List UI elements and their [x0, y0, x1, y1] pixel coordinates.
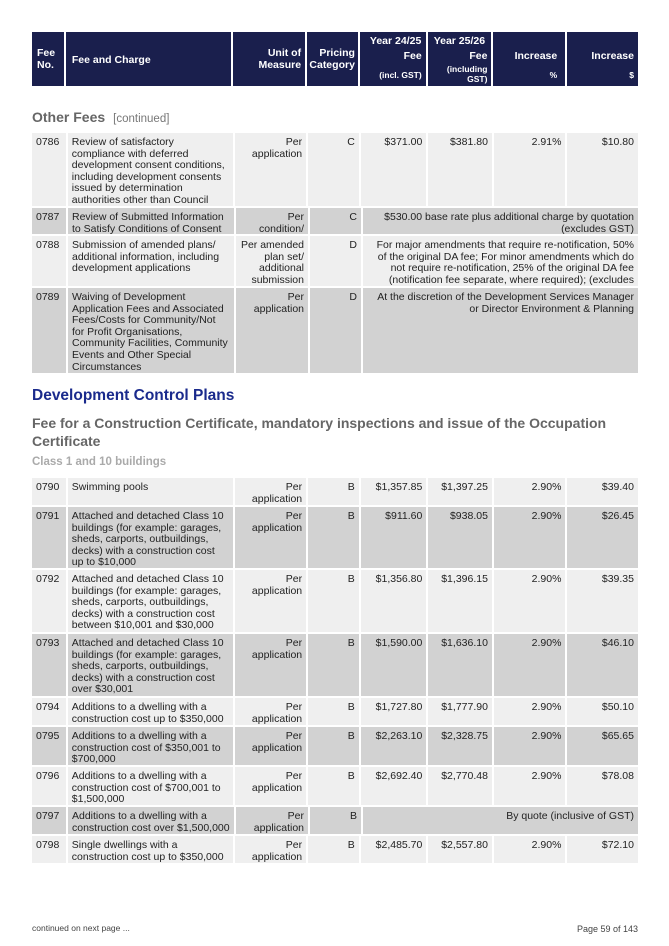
section-title-dcp: Development Control Plans [32, 387, 235, 404]
increase-amt: $39.40 [567, 478, 638, 505]
other-fees-title: Other Fees [32, 109, 106, 125]
increase-pct: 2.91% [494, 133, 566, 206]
fee-year1: $911.60 [361, 507, 427, 568]
unit-of-measure: Per amended plan set/ additional submission [236, 236, 308, 286]
unit-of-measure: Per application [235, 133, 307, 206]
fee-year2: $1,777.90 [428, 698, 492, 725]
fee-name: Additions to a dwelling with a construction cost of $700,001 to $1,500,000 [68, 767, 233, 805]
fee-year2: $938.05 [428, 507, 492, 568]
table-row [32, 807, 638, 834]
fee-name: Additions to a dwelling with a construction cost of $350,001 to $700,000 [68, 727, 233, 765]
unit-of-measure: Per application [235, 767, 307, 805]
unit-of-measure: Per application [235, 570, 307, 632]
pricing-category: C [308, 133, 359, 206]
table-row [32, 767, 638, 805]
fee-no: 0791 [32, 507, 66, 568]
fee-no: 0790 [32, 478, 66, 505]
header-increase-pct-unit: % [549, 70, 558, 80]
table-row [32, 570, 638, 632]
header-year1 [360, 32, 426, 86]
pricing-category: B [308, 478, 359, 505]
unit-of-measure: Per application [235, 507, 307, 568]
fee-name: Attached and detached Class 10 buildings (for example: garages, sheds, carports, outbuildings, decks) with a construction cost up to $10,000 [68, 507, 233, 568]
continued-note: continued on next page ... [32, 923, 130, 933]
header-increase-amt [567, 32, 638, 86]
page-number: Page 59 of 143 [576, 924, 638, 934]
section-subtitle-class1: Class 1 and 10 buildings [32, 456, 167, 468]
increase-pct: 2.90% [494, 634, 566, 696]
increase-pct: 2.90% [494, 507, 566, 568]
unit-of-measure: Per application [235, 478, 307, 505]
fee-description: By quote (inclusive of GST) [363, 807, 638, 834]
increase-pct: 2.90% [494, 836, 566, 863]
pricing-category: B [308, 727, 359, 765]
pricing-category: B [308, 767, 359, 805]
table-row [32, 208, 638, 234]
unit-of-measure: Per condition/ [236, 208, 308, 234]
header-year1-top: Year 24/25 [369, 35, 422, 47]
increase-pct: 2.90% [494, 767, 566, 805]
fee-year1: $1,357.85 [361, 478, 427, 505]
fee-description: For major amendments that require re-notification, 50% of the original DA fee; For minor amendments which do not require re-notification, 25% of the original DA fee (notification fee separate, where required); (excludes [363, 236, 638, 286]
pricing-category: D [310, 236, 361, 286]
fee-year2: $2,557.80 [428, 836, 492, 863]
pricing-category: D [310, 288, 361, 373]
fee-no: 0796 [32, 767, 66, 805]
header-unit-label: Unit of Measure [258, 47, 302, 71]
table-row [32, 634, 638, 696]
table-header [32, 32, 638, 86]
fee-name: Submission of amended plans/ additional information, including development applications [68, 236, 234, 286]
increase-amt: $39.35 [567, 570, 638, 632]
header-increase-amt-label: Increase [591, 50, 634, 62]
increase-amt: $10.80 [567, 133, 638, 206]
pricing-category: B [308, 570, 359, 632]
fee-no: 0786 [32, 133, 66, 206]
fee-name: Single dwellings with a construction cost up to $350,000 [68, 836, 233, 863]
header-year2 [428, 32, 492, 86]
increase-pct: 2.90% [494, 698, 566, 725]
header-fee-charge-label: Fee and Charge [71, 54, 151, 66]
fee-name: Review of Submitted Information to Satisfy Conditions of Consent [68, 208, 234, 234]
table-row [32, 288, 638, 373]
header-pricing-label: Pricing Category [309, 47, 355, 71]
increase-pct: 2.90% [494, 478, 566, 505]
fee-name: Attached and detached Class 10 buildings (for example: garages, sheds, carports, outbuildings, decks) with a construction cost over $30,001 [68, 634, 233, 696]
table-row [32, 133, 638, 206]
header-year1-sub: (incl. GST) [379, 70, 422, 80]
header-year2-top: Year 25/26 [433, 35, 486, 47]
fee-description: At the discretion of the Development Services Manager or Director Environment & Planning [363, 288, 638, 373]
unit-of-measure: Per application [235, 836, 307, 863]
header-unit [233, 32, 305, 86]
increase-amt: $65.65 [567, 727, 638, 765]
increase-pct: 2.90% [494, 570, 566, 632]
header-increase-amt-unit: $ [629, 70, 634, 80]
table-row [32, 698, 638, 725]
header-fee-no [32, 32, 64, 86]
unit-of-measure: Per application [235, 727, 307, 765]
header-fee-charge [66, 32, 231, 86]
pricing-category: B [308, 634, 359, 696]
pricing-category: B [308, 507, 359, 568]
fee-year1: $371.00 [361, 133, 427, 206]
fee-year1: $1,356.80 [361, 570, 427, 632]
table-row [32, 727, 638, 765]
table-row [32, 236, 638, 286]
fee-no: 0788 [32, 236, 66, 286]
header-year2-fee: Fee [469, 50, 488, 62]
fee-name: Additions to a dwelling with a construction cost over $1,500,000 [68, 807, 234, 834]
fee-year2: $381.80 [428, 133, 492, 206]
increase-amt: $46.10 [567, 634, 638, 696]
fee-year2: $2,328.75 [428, 727, 492, 765]
unit-of-measure: Per application [236, 288, 308, 373]
fee-year1: $2,485.70 [361, 836, 427, 863]
fee-name: Swimming pools [68, 478, 233, 505]
pricing-category: B [310, 807, 361, 834]
fee-no: 0794 [32, 698, 66, 725]
fee-no: 0798 [32, 836, 66, 863]
table-row [32, 507, 638, 568]
increase-amt: $50.10 [567, 698, 638, 725]
header-increase-pct-label: Increase [514, 50, 558, 62]
table-row [32, 478, 638, 505]
fee-name: Review of satisfactory compliance with deferred development consent conditions, including development consents issued by determination authorities other than Council [68, 133, 233, 206]
header-year1-fee: Fee [403, 50, 422, 62]
fee-name: Additions to a dwelling with a construction cost up to $350,000 [68, 698, 233, 725]
pricing-category: B [308, 698, 359, 725]
unit-of-measure: Per application [235, 634, 307, 696]
fee-name: Attached and detached Class 10 buildings (for example: garages, sheds, carports, outbuildings, decks) with a construction cost between $10,001 and $30,000 [68, 570, 233, 632]
section-title-other-fees [32, 109, 169, 125]
increase-pct: 2.90% [494, 727, 566, 765]
fee-no: 0789 [32, 288, 66, 373]
pricing-category: B [308, 836, 359, 863]
header-year2-sub: (including GST) [446, 64, 488, 84]
header-fee-no-label: Fee No. [37, 47, 56, 71]
fee-name: Waiving of Development Application Fees and Associated Fees/Costs for Community/Not for Profit Organisations, Community Facilities, Community Events and Other Special Circumstances [68, 288, 234, 373]
unit-of-measure: Per application [235, 698, 307, 725]
table-row [32, 836, 638, 863]
fee-no: 0797 [32, 807, 66, 834]
section-subtitle-construction-certificate: Fee for a Construction Certificate, mandatory inspections and issue of the Occupation Certificate [32, 415, 607, 449]
fee-no: 0793 [32, 634, 66, 696]
fee-year1: $1,727.80 [361, 698, 427, 725]
fee-year1: $2,263.10 [361, 727, 427, 765]
header-increase-pct [493, 32, 565, 86]
fee-year2: $1,397.25 [428, 478, 492, 505]
fee-no: 0792 [32, 570, 66, 632]
unit-of-measure: Per application [236, 807, 308, 834]
header-pricing [307, 32, 358, 86]
pricing-category: C [310, 208, 361, 234]
fee-year2: $1,396.15 [428, 570, 492, 632]
fee-year1: $2,692.40 [361, 767, 427, 805]
increase-amt: $26.45 [567, 507, 638, 568]
fee-no: 0787 [32, 208, 66, 234]
increase-amt: $78.08 [567, 767, 638, 805]
fee-year2: $2,770.48 [428, 767, 492, 805]
increase-amt: $72.10 [567, 836, 638, 863]
fee-description: $530.00 base rate plus additional charge by quotation (excludes GST) [363, 208, 638, 234]
fee-year2: $1,636.10 [428, 634, 492, 696]
other-fees-continued: [continued] [113, 113, 170, 125]
fee-no: 0795 [32, 727, 66, 765]
fee-year1: $1,590.00 [361, 634, 427, 696]
